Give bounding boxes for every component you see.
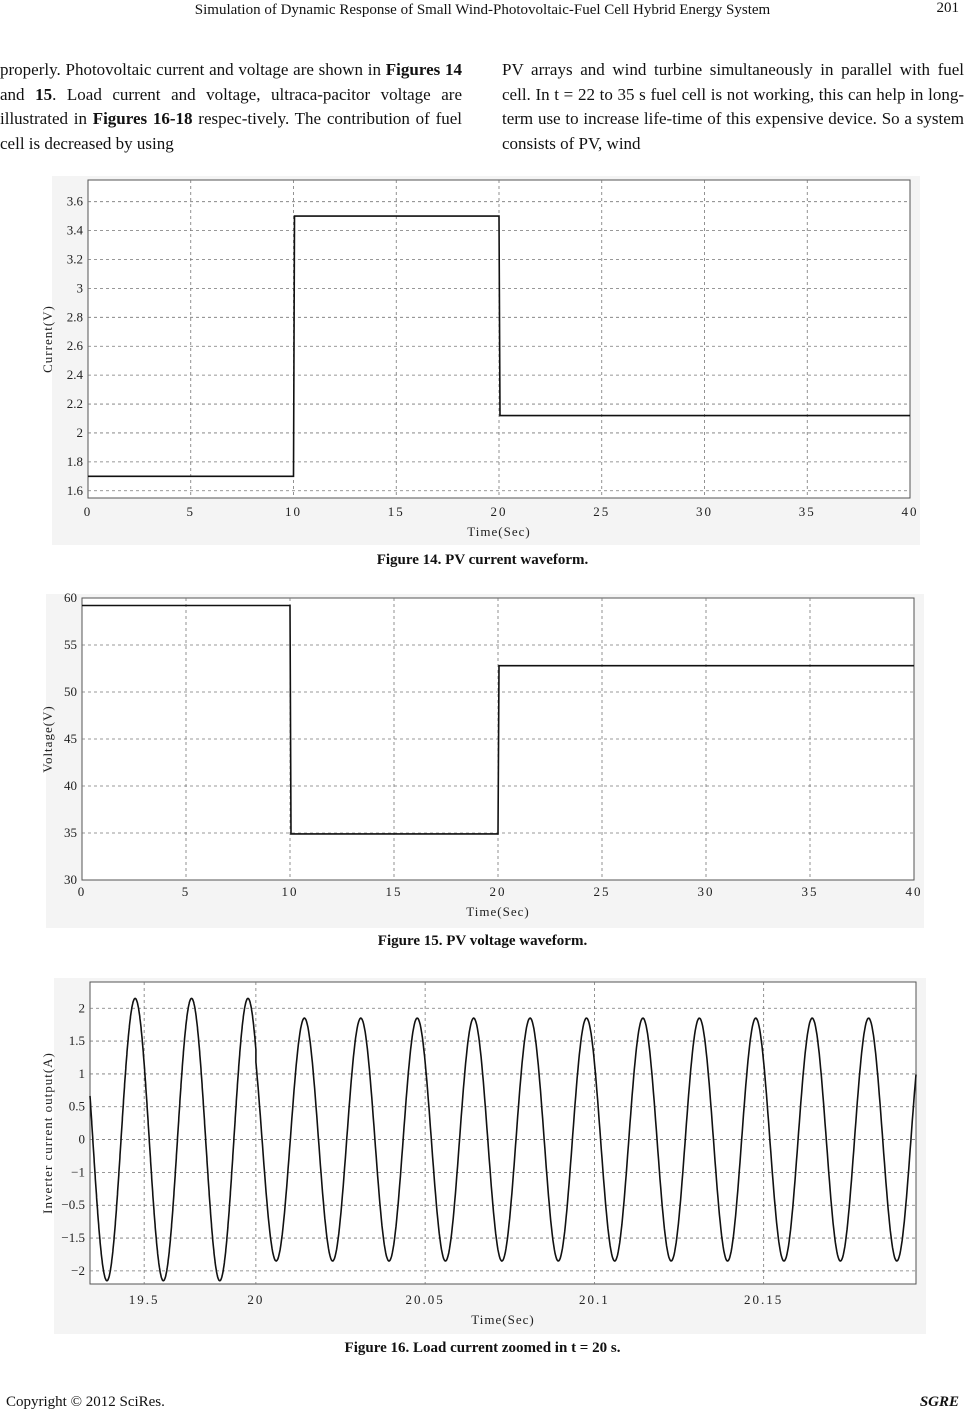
figure-16-chart bbox=[0, 972, 965, 1334]
y-tick-label: 1 bbox=[78, 1065, 85, 1081]
figure-14-chart bbox=[0, 170, 965, 545]
y-axis-label: Voltage(V) bbox=[40, 705, 55, 773]
y-tick-label: −2 bbox=[71, 1262, 85, 1278]
right-column-text: PV arrays and wind turbine simultaneously in parallel with fuel cell. In t = 22 to 35 s fuel cell is not working, this can help in long-term use to increase life-time of this expensive device. So a system consists of PV, wind bbox=[502, 60, 964, 153]
figure-ref: Figures 14 bbox=[385, 60, 462, 79]
y-tick-label: −1 bbox=[71, 1164, 85, 1180]
x-tick-label: 15 bbox=[387, 504, 405, 519]
y-tick-label: 2.8 bbox=[66, 309, 83, 325]
y-tick-label: 2.2 bbox=[66, 396, 83, 412]
x-tick-label: 5 bbox=[181, 884, 191, 899]
y-tick-label: 2 bbox=[76, 424, 83, 440]
y-tick-label: 40 bbox=[64, 778, 77, 793]
y-tick-label: 1.5 bbox=[68, 1033, 85, 1049]
x-tick-label: 20 bbox=[247, 1292, 265, 1307]
y-tick-label: 0.5 bbox=[68, 1098, 85, 1114]
x-tick-label: 40 bbox=[901, 504, 919, 519]
x-tick-label: 20.1 bbox=[579, 1292, 610, 1307]
x-tick-label: 5 bbox=[186, 504, 195, 519]
y-axis-label: Inverter current output(A) bbox=[40, 1052, 55, 1214]
y-tick-label: 45 bbox=[64, 731, 77, 746]
figure-15-caption: Figure 15. PV voltage waveform. bbox=[377, 933, 588, 949]
y-axis-label: Current(V) bbox=[40, 305, 55, 373]
x-tick-label: 30 bbox=[697, 884, 715, 899]
x-tick-label: 10 bbox=[285, 504, 302, 519]
y-tick-label: 2 bbox=[78, 1000, 85, 1016]
text-run: and bbox=[0, 84, 36, 104]
y-tick-label: 50 bbox=[64, 684, 77, 699]
page-number: 201 bbox=[936, 0, 959, 16]
y-tick-label: 55 bbox=[64, 637, 77, 652]
figure-ref: Figures 16-18 bbox=[92, 109, 193, 128]
plot-area bbox=[90, 982, 916, 1284]
x-tick-label: 19.5 bbox=[128, 1292, 160, 1307]
x-tick-label: 35 bbox=[798, 504, 816, 519]
y-tick-label: 2.6 bbox=[66, 338, 83, 354]
figure-15-chart bbox=[0, 588, 965, 928]
text-run: . Load current and voltage, ultraca-pacitor voltage are illustrated in bbox=[0, 84, 463, 128]
x-tick-label: 35 bbox=[801, 884, 819, 899]
y-tick-label: −0.5 bbox=[61, 1197, 85, 1213]
y-tick-label: 3.4 bbox=[66, 222, 83, 238]
y-tick-label: 60 bbox=[64, 590, 77, 605]
y-tick-label: 30 bbox=[64, 872, 77, 887]
x-tick-label: 10 bbox=[281, 884, 299, 899]
x-tick-label: 20 bbox=[489, 884, 507, 899]
x-tick-label: 15 bbox=[385, 884, 403, 899]
journal-abbrev: SGRE bbox=[919, 1394, 959, 1410]
y-tick-label: 3 bbox=[76, 280, 83, 296]
running-header: Simulation of Dynamic Response of Small Wind-Photovoltaic-Fuel Cell Hybrid Energy System bbox=[194, 2, 771, 18]
x-tick-label: 25 bbox=[593, 504, 611, 519]
text-run: respec-tively. The contribution of fuel cell is decreased by using bbox=[0, 109, 463, 153]
y-tick-label: 3.2 bbox=[66, 251, 83, 267]
y-tick-label: 0 bbox=[78, 1131, 85, 1147]
left-column-text bbox=[0, 58, 462, 156]
x-axis-label: Time(Sec) bbox=[467, 524, 531, 539]
x-tick-label: 30 bbox=[696, 504, 713, 519]
y-tick-label: 35 bbox=[64, 825, 77, 840]
figure-16-caption: Figure 16. Load current zoomed in t = 20 s. bbox=[344, 1340, 621, 1356]
text-run: properly. Photovoltaic current and voltage are shown in bbox=[0, 60, 386, 79]
x-tick-label: 20.05 bbox=[405, 1292, 445, 1307]
copyright: Copyright © 2012 SciRes. bbox=[6, 1394, 165, 1410]
y-tick-label: −1.5 bbox=[61, 1230, 85, 1246]
x-tick-label: 20.15 bbox=[744, 1292, 784, 1307]
y-tick-label: 1.8 bbox=[66, 453, 83, 469]
x-tick-label: 25 bbox=[593, 884, 611, 899]
x-tick-label: 0 bbox=[77, 884, 87, 899]
y-tick-label: 2.4 bbox=[66, 367, 83, 383]
x-tick-label: 40 bbox=[905, 884, 923, 899]
x-axis-label: Time(Sec) bbox=[471, 1312, 535, 1327]
y-tick-label: 1.6 bbox=[66, 482, 83, 498]
figure-14-caption: Figure 14. PV current waveform. bbox=[376, 552, 589, 568]
y-tick-label: 3.6 bbox=[66, 193, 83, 209]
figure-ref: 15 bbox=[35, 84, 53, 104]
x-tick-label: 20 bbox=[490, 504, 508, 519]
x-axis-label: Time(Sec) bbox=[466, 904, 530, 919]
x-tick-label: 0 bbox=[83, 504, 93, 519]
